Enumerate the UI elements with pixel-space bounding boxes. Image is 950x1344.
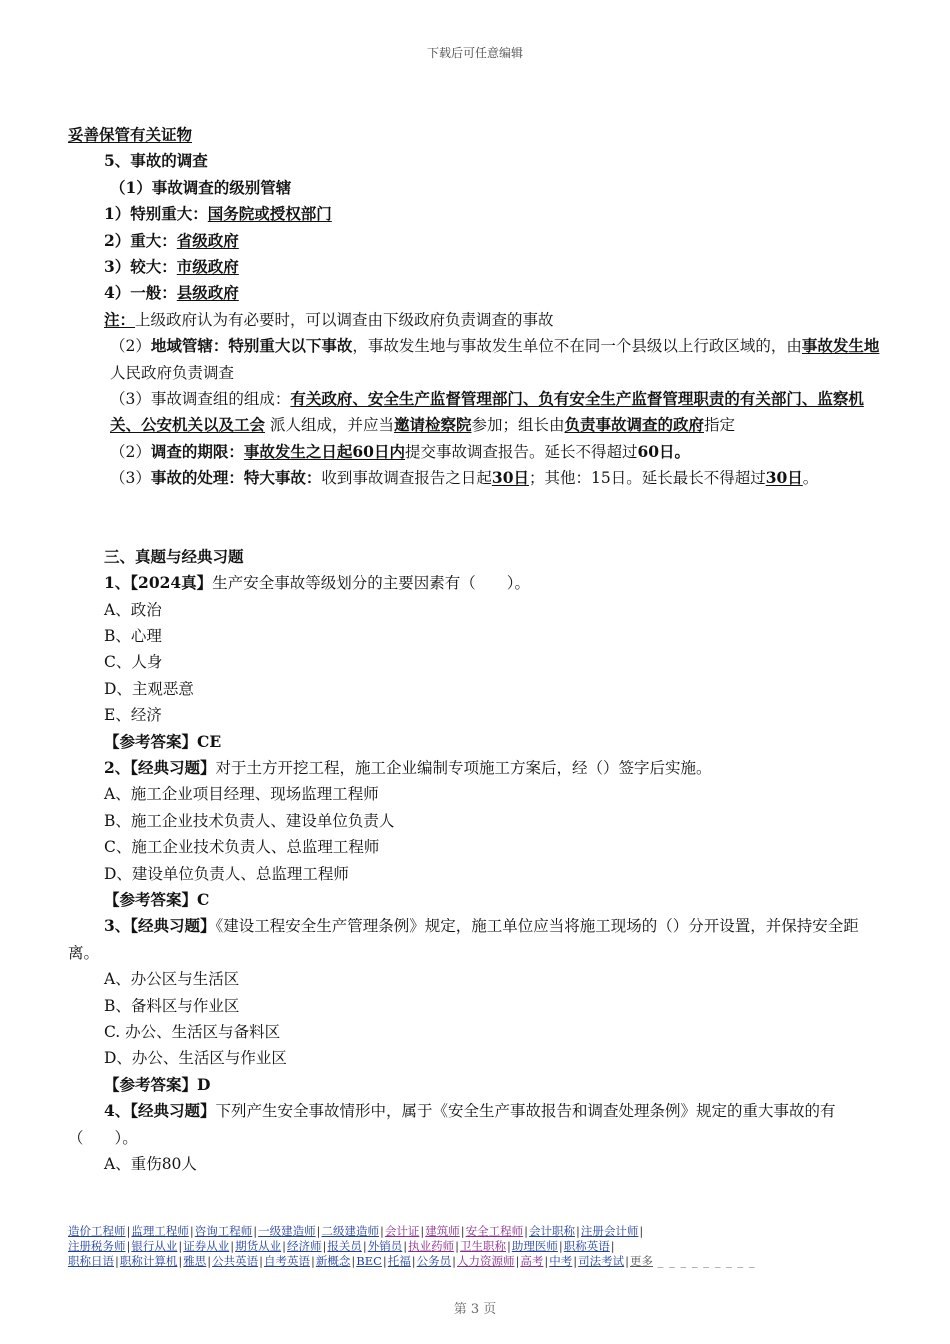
footer-separator: | bbox=[455, 1239, 459, 1253]
footer-link[interactable]: BEC bbox=[356, 1254, 382, 1268]
page-number: 第 3 页 bbox=[453, 1302, 497, 1317]
footer-link[interactable]: 一级建造师 bbox=[258, 1224, 316, 1238]
footer-link[interactable]: 助理医师 bbox=[511, 1239, 558, 1253]
q2-option: C、施工企业技术负责人、总监理工程师 bbox=[104, 838, 380, 857]
q2-option: B、施工企业技术负责人、建设单位负责人 bbox=[104, 811, 395, 830]
level-line-1: 1）特别重大：国务院或授权部门 bbox=[104, 204, 332, 224]
footer-link[interactable]: 中考 bbox=[549, 1254, 573, 1268]
footer-link[interactable]: 雅思 bbox=[183, 1254, 207, 1268]
section-heading: 5、事故的调查 bbox=[104, 151, 208, 171]
footer-separator: | bbox=[382, 1254, 387, 1268]
footer-link[interactable]: 公共英语 bbox=[212, 1254, 259, 1268]
footer-separator: | bbox=[362, 1239, 367, 1253]
level-line-2: 2）重大：省级政府 bbox=[104, 230, 239, 250]
footer-link[interactable]: 会计证 bbox=[384, 1224, 420, 1238]
composition-paragraph: （3）事故调查组的组成：有关政府、安全生产监督管理部门、负有安全生产监督管理职责的有关部门、监察机关、公安机关以及工会 派人组成，并应当邀请检察院参加；组长由负责事故调查的政府指定 bbox=[110, 389, 864, 435]
q1-answer: 【参考答案】CE bbox=[104, 731, 222, 751]
footer-link[interactable]: 职称日语 bbox=[68, 1254, 114, 1268]
footer-separator: | bbox=[380, 1224, 384, 1238]
footer-link[interactable]: 安全工程师 bbox=[465, 1224, 524, 1238]
q1-option: B、心理 bbox=[104, 626, 162, 645]
footer-separator: | bbox=[178, 1254, 183, 1268]
footer-links bbox=[68, 1224, 884, 1269]
footer-separator: | bbox=[126, 1224, 131, 1238]
footer-link[interactable]: 注册会计师 bbox=[580, 1224, 639, 1238]
footer-separator: | bbox=[189, 1224, 194, 1238]
footer-link[interactable]: 职称英语 bbox=[563, 1239, 610, 1253]
deadline-line: （2）调查的期限：事故发生之日起60日内提交事故调查报告。延长不得超过60日。 bbox=[110, 441, 691, 461]
footer-separator: | bbox=[230, 1239, 235, 1253]
footer-separator: | bbox=[573, 1254, 578, 1268]
footer-separator: | bbox=[639, 1224, 644, 1238]
footer-separator: | bbox=[625, 1254, 630, 1268]
footer-link[interactable]: 二级建造师 bbox=[321, 1224, 379, 1238]
footer-link[interactable]: 人力资源师 bbox=[457, 1254, 515, 1268]
footer-separator: | bbox=[610, 1239, 615, 1253]
footer-link[interactable]: 卫生职称 bbox=[460, 1239, 506, 1253]
footer-row-1 bbox=[68, 1224, 884, 1239]
question-2: 2、【经典习题】对于土方开挖工程，施工企业编制专项施工方案后，经（）签字后实施。 bbox=[104, 757, 712, 777]
footer-separator: | bbox=[576, 1224, 580, 1238]
footer-link[interactable]: 会计职称 bbox=[529, 1224, 575, 1238]
footer-row-2 bbox=[68, 1239, 884, 1254]
footer-link[interactable]: 高考 bbox=[520, 1254, 544, 1268]
footer-separator: | bbox=[316, 1224, 321, 1238]
footer-link[interactable]: 造价工程师 bbox=[68, 1224, 126, 1238]
q1-option: E、经济 bbox=[104, 706, 162, 725]
footer-link[interactable]: 新概念 bbox=[315, 1254, 351, 1268]
footer-link[interactable]: 自考英语 bbox=[264, 1254, 310, 1268]
line-evidence: 妥善保管有关证物 bbox=[68, 125, 193, 144]
q3-option: D、办公、生活区与作业区 bbox=[104, 1049, 287, 1068]
footer-link[interactable]: 更多 bbox=[630, 1254, 654, 1268]
note-line: 注：上级政府认为有必要时，可以调查由下级政府负责调查的事故 bbox=[104, 309, 554, 329]
footer-separator: | bbox=[126, 1239, 131, 1253]
footer-separator: | bbox=[411, 1254, 416, 1268]
q1-option: C、人身 bbox=[104, 653, 163, 672]
footer-link[interactable]: 监理工程师 bbox=[131, 1224, 189, 1238]
q3-option: B、备料区与作业区 bbox=[104, 996, 240, 1015]
q3-answer: 【参考答案】D bbox=[104, 1074, 211, 1094]
footer-separator: | bbox=[207, 1254, 212, 1268]
document-body bbox=[68, 122, 884, 1177]
question-4: 4、【经典习题】下列产生安全事故情形中，属于《安全生产事故报告和调查处理条例》规定的重大事故的有（ ）。 bbox=[68, 1101, 836, 1147]
level-line-4: 4）一般：县级政府 bbox=[104, 283, 239, 303]
level-line-3: 3）较大：市级政府 bbox=[104, 257, 239, 277]
question-1: 1、【2024真】生产安全事故等级划分的主要因素有（ ）。 bbox=[104, 573, 530, 593]
footer-link[interactable]: 公务员 bbox=[416, 1254, 452, 1268]
footer-link[interactable]: 司法考试 bbox=[578, 1254, 625, 1268]
q2-option: D、建设单位负责人、总监理工程师 bbox=[104, 864, 349, 883]
q1-option: A、政治 bbox=[104, 600, 162, 619]
q2-answer: 【参考答案】C bbox=[104, 889, 210, 909]
q2-option: A、施工企业项目经理、现场监理工程师 bbox=[104, 785, 379, 804]
subheading: （1）事故调查的级别管辖 bbox=[110, 177, 292, 197]
footer-separator: | bbox=[311, 1254, 315, 1268]
footer-link[interactable]: 托福 bbox=[387, 1254, 411, 1268]
footer-link[interactable]: 期货从业 bbox=[235, 1239, 282, 1253]
q3-option: A、办公区与生活区 bbox=[104, 970, 240, 989]
footer-separator: | bbox=[452, 1254, 457, 1268]
footer-link[interactable]: 建筑师 bbox=[425, 1224, 460, 1238]
footer-link[interactable]: 外销员 bbox=[367, 1239, 403, 1253]
footer-separator: | bbox=[544, 1254, 549, 1268]
q1-option: D、主观恶意 bbox=[104, 679, 194, 698]
footer-separator: | bbox=[403, 1239, 408, 1253]
footer-separator: | bbox=[420, 1224, 425, 1238]
footer-link[interactable]: 职称计算机 bbox=[119, 1254, 178, 1268]
footer-separator: | bbox=[282, 1239, 286, 1253]
handling-paragraph: （3）事故的处理：特大事故：收到事故调查报告之日起30日；其他：15日。延长最长不得超过30日。 bbox=[110, 468, 819, 488]
footer-separator: | bbox=[507, 1239, 511, 1253]
footer-link[interactable]: 报关员 bbox=[327, 1239, 362, 1253]
footer-separator: | bbox=[460, 1224, 465, 1238]
footer-separator: | bbox=[115, 1254, 119, 1268]
footer-separator: | bbox=[558, 1239, 563, 1253]
q4-option: A、重伤80人 bbox=[104, 1155, 197, 1174]
footer-separator: | bbox=[524, 1224, 528, 1238]
footer-separator: | bbox=[259, 1254, 263, 1268]
footer-link[interactable]: 咨询工程师 bbox=[194, 1224, 253, 1238]
footer-dashes: _ _ _ _ _ _ _ _ _ bbox=[653, 1254, 756, 1268]
footer-link[interactable]: 银行从业 bbox=[131, 1239, 178, 1253]
footer-separator: | bbox=[322, 1239, 327, 1253]
footer-separator: | bbox=[351, 1254, 356, 1268]
section-title: 三、真题与经典习题 bbox=[104, 546, 244, 566]
page-header: 下载后可任意编辑 bbox=[426, 46, 523, 60]
jurisdiction-paragraph: （2）地域管辖：特别重大以下事故，事故发生地与事故发生单位不在同一个县级以上行政区域的，由事故发生地人民政府负责调查 bbox=[110, 336, 880, 382]
footer-separator: | bbox=[253, 1224, 258, 1238]
footer-separator: | bbox=[178, 1239, 183, 1253]
footer-separator: | bbox=[515, 1254, 520, 1268]
footer-link[interactable]: 经济师 bbox=[287, 1239, 322, 1253]
footer-link[interactable]: 证券从业 bbox=[183, 1239, 230, 1253]
q3-option: C. 办公、生活区与备料区 bbox=[104, 1023, 281, 1041]
question-3: 3、【经典习题】《建设工程安全生产管理条例》规定，施工单位应当将施工现场的（）分开设置，并保持安全距离。 bbox=[68, 916, 859, 962]
footer-link[interactable]: 执业药师 bbox=[408, 1239, 455, 1253]
footer-link[interactable]: 注册税务师 bbox=[68, 1239, 126, 1253]
footer-row-3 bbox=[68, 1254, 884, 1269]
